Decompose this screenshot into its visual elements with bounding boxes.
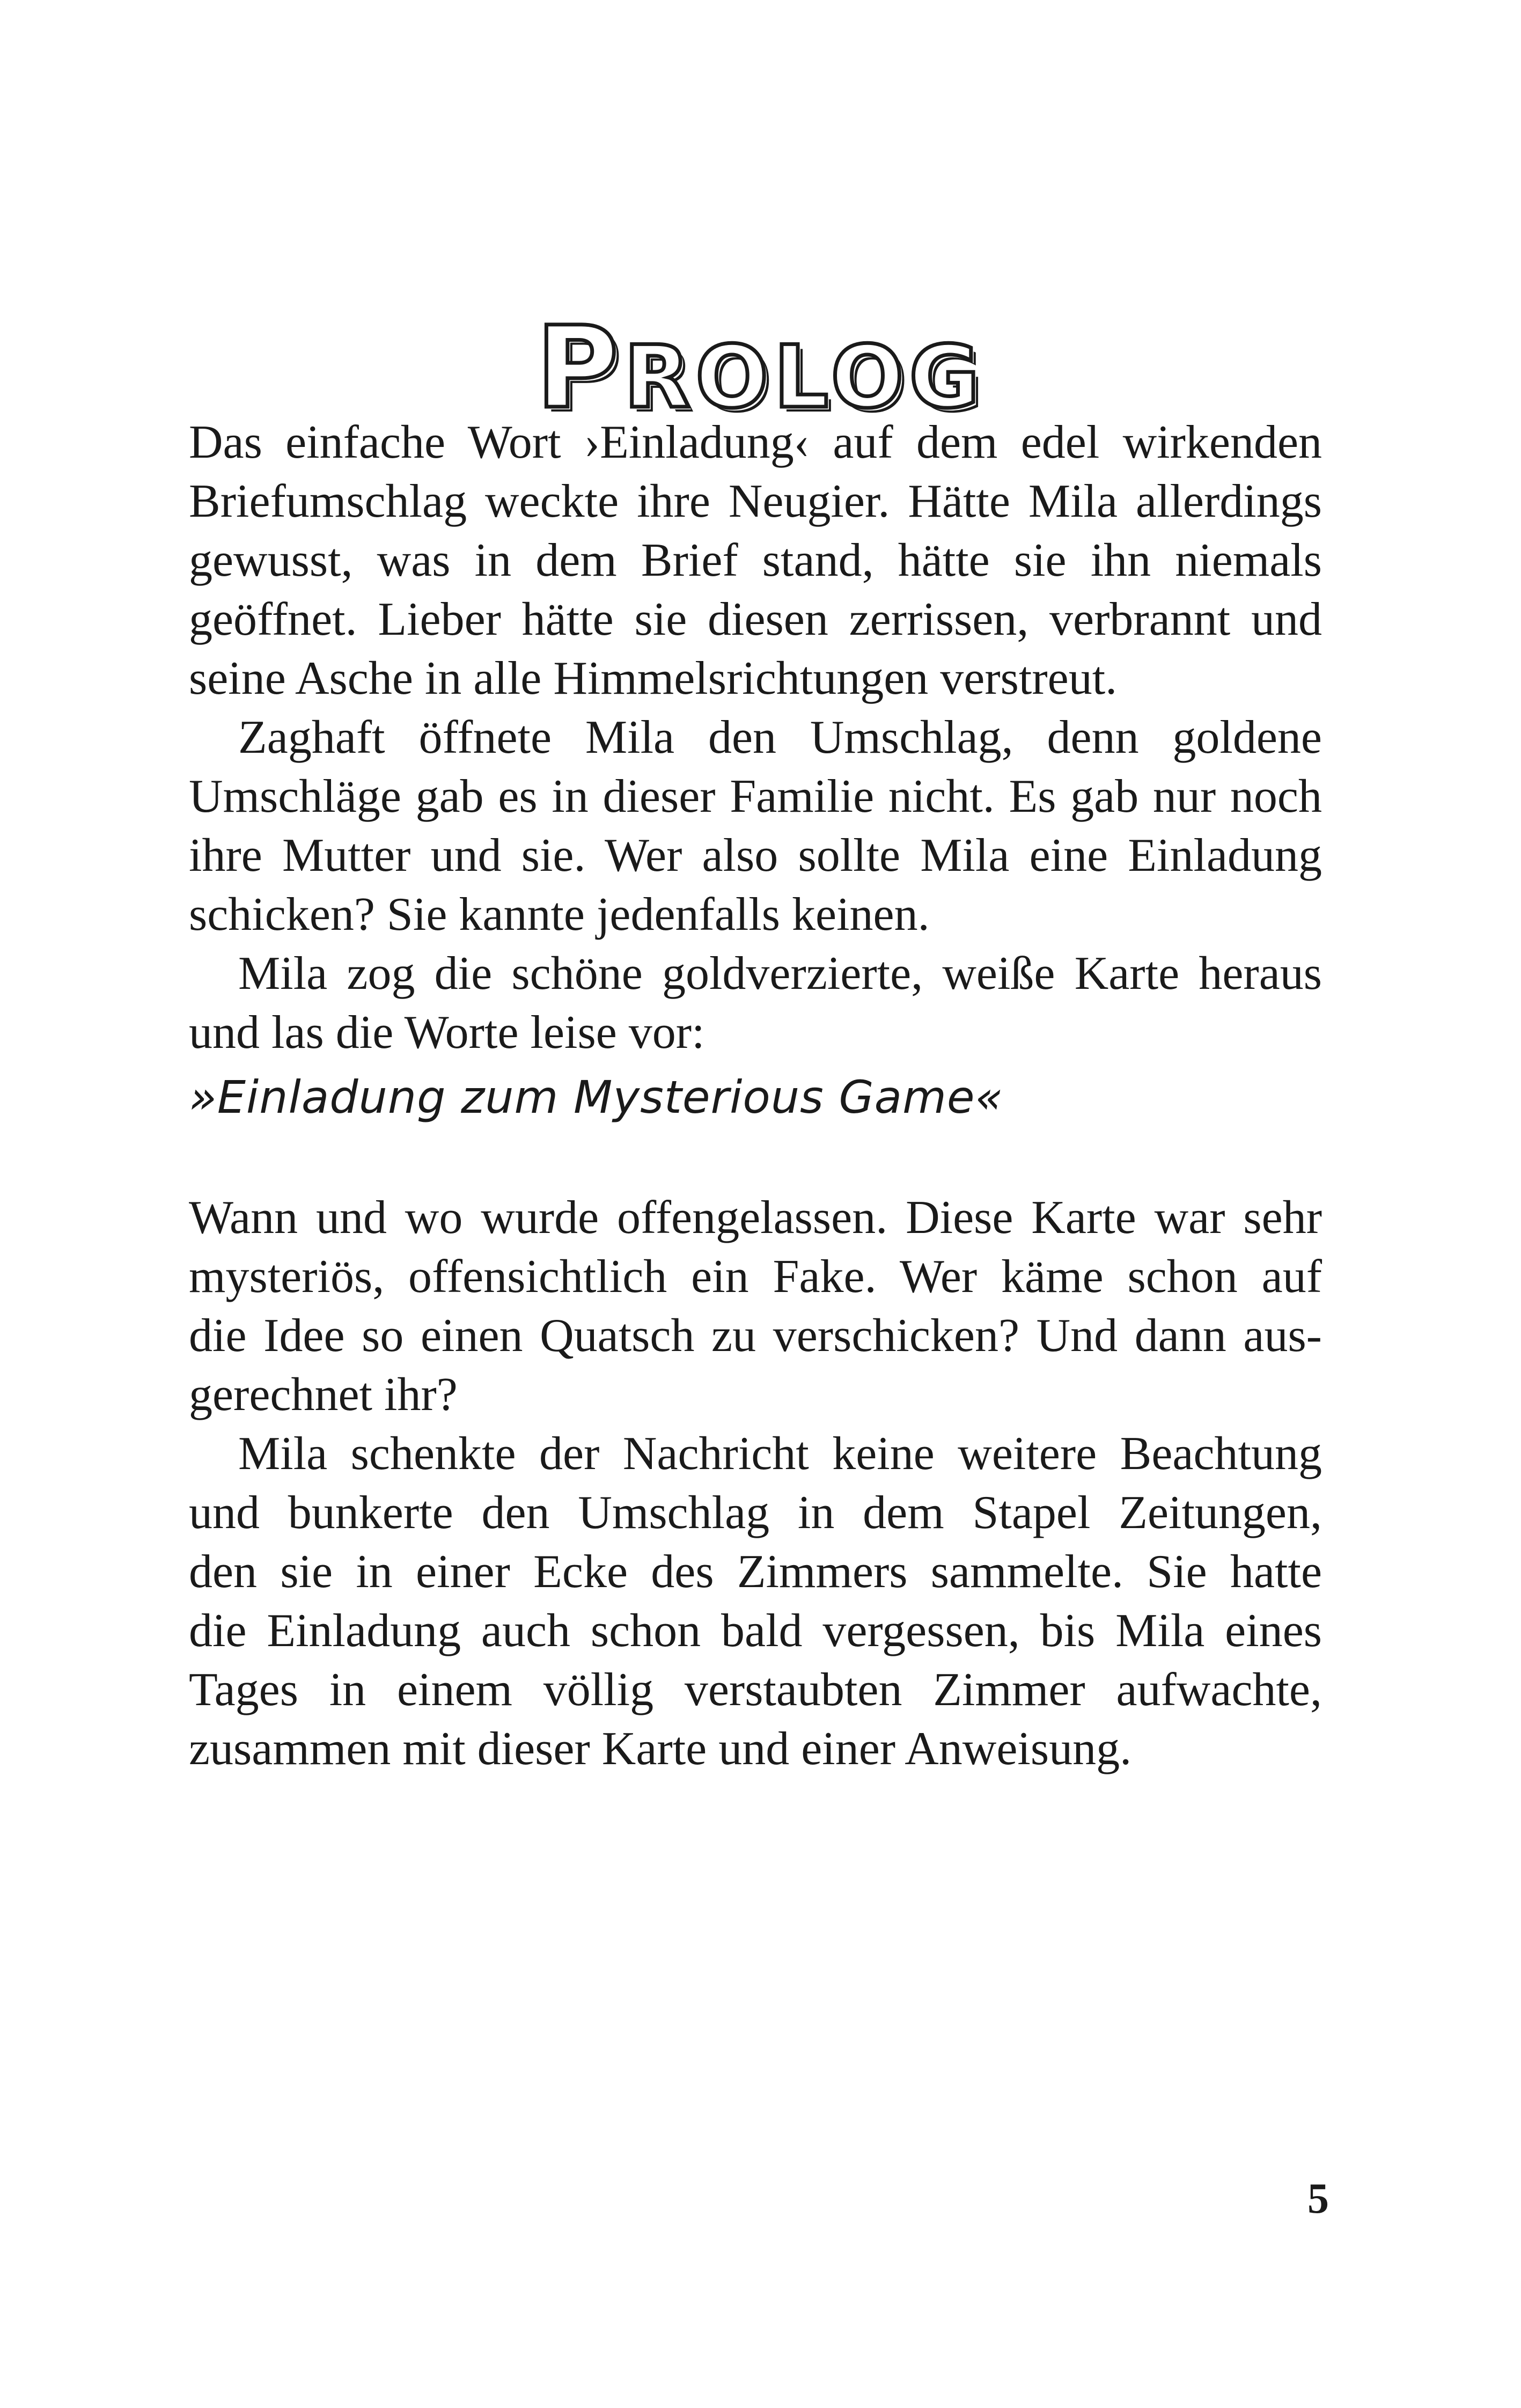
body-text-section-2: [189, 1188, 1322, 1779]
text-line: Tages in einem völlig verstaubten Zimmer aufwachte,: [189, 1664, 1322, 1716]
text-line: Das einfache Wort ›Einladung‹ auf dem edel wirkenden: [189, 416, 1322, 468]
text-line: seine Asche in alle Himmelsrichtungen verstreut.: [189, 652, 1118, 704]
text-line: Umschläge gab es in dieser Familie nicht. Es gab nur noch: [189, 770, 1322, 823]
text-line: ihre Mutter und sie. Wer also sollte Mila eine Einladung: [189, 829, 1322, 882]
text-line: gewusst, was in dem Brief stand, hätte sie ihn niemals: [189, 534, 1322, 586]
chapter-title-initial: P: [536, 302, 624, 434]
paragraph: [189, 944, 1322, 1062]
text-line: Mila zog die schöne goldverzierte, weiße Karte heraus: [238, 948, 1322, 1000]
text-line: schicken? Sie kannte jedenfalls keinen.: [189, 889, 930, 941]
paragraph: [189, 708, 1322, 944]
chapter-title: [0, 302, 1521, 434]
paragraph: [189, 413, 1322, 708]
text-line: Zaghaft öffnete Mila den Umschlag, denn goldene: [238, 711, 1322, 763]
paragraph: [189, 1188, 1322, 1425]
text-line: Wann und wo wurde offengelassen. Diese Karte war sehr: [189, 1192, 1322, 1244]
text-line: die Einladung auch schon bald vergessen, bis Mila eines: [189, 1605, 1322, 1657]
text-line: und bunkerte den Umschlag in dem Stapel Zeitungen,: [189, 1487, 1322, 1539]
text-line: mysteriös, offensichtlich ein Fake. Wer käme schon auf: [189, 1251, 1322, 1303]
text-line: den sie in einer Ecke des Zimmers sammelte. Sie hatte: [189, 1546, 1322, 1598]
paragraph: [189, 1425, 1322, 1779]
page-number: 5: [1307, 2175, 1329, 2222]
text-line: zusammen mit dieser Karte und einer Anweisung.: [189, 1723, 1132, 1775]
invitation-card-text: »Einladung zum Mysterious Game«: [189, 1071, 1004, 1124]
text-line: Briefumschlag weckte ihre Neugier. Hätte Mila allerdings: [189, 475, 1322, 527]
text-line: Mila schenkte der Nachricht keine weitere Beachtung: [238, 1428, 1322, 1480]
text-line: die Idee so einen Quatsch zu verschicken? Und dann aus-: [189, 1310, 1322, 1362]
chapter-title-rest: ROLOG: [624, 326, 985, 427]
body-text-section-1: [189, 413, 1322, 1062]
text-line: geöffnet. Lieber hätte sie diesen zerrissen, verbrannt und: [189, 593, 1322, 645]
text-line: und las die Worte leise vor:: [189, 1007, 705, 1059]
text-line: gerechnet ihr?: [189, 1369, 458, 1421]
